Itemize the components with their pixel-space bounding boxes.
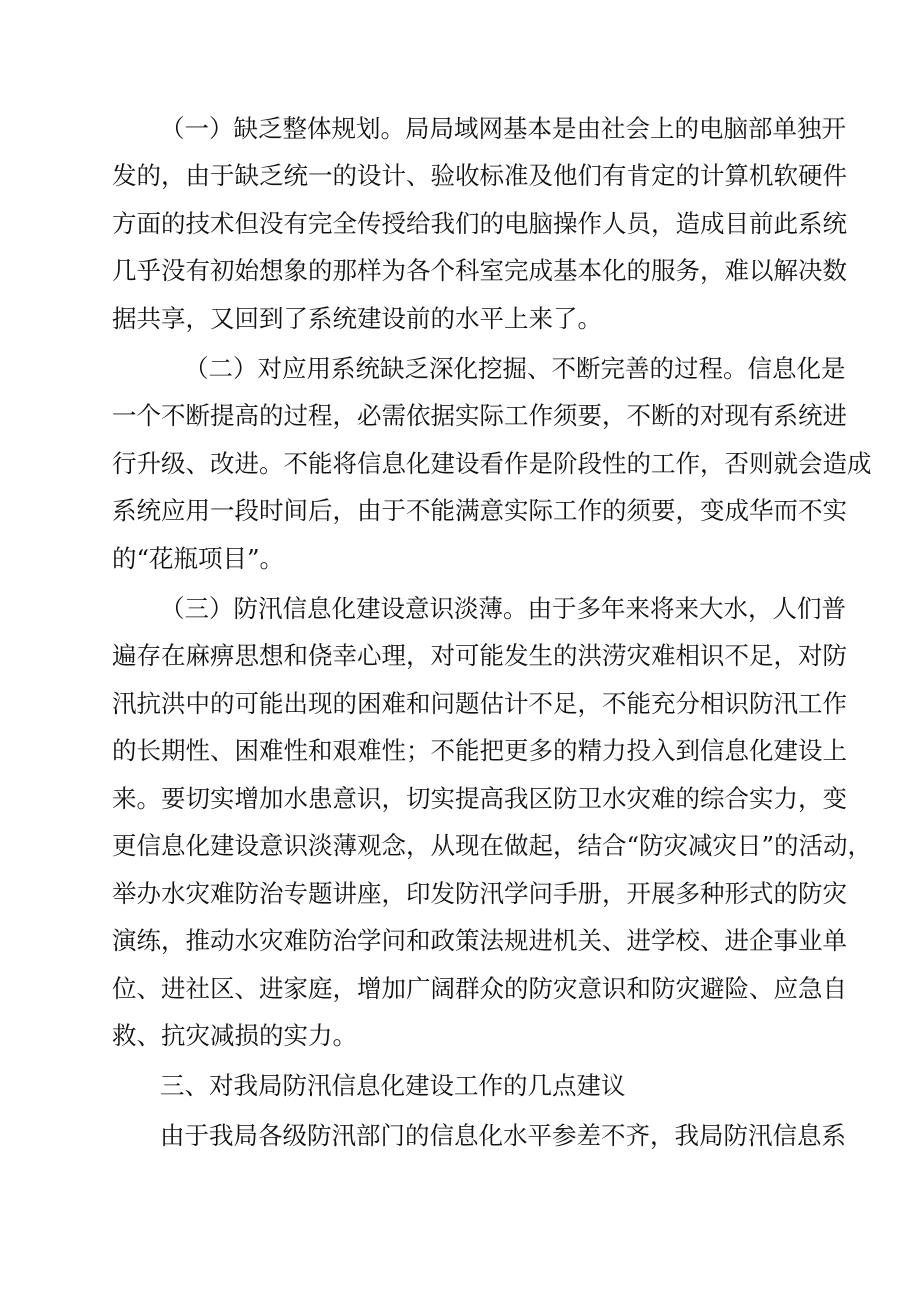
paragraph-3-line-2: 遍存在麻痹思想和侥幸心理，对可能发生的洪涝灾难相识不足，对防 xyxy=(112,641,847,670)
section-heading-3: 三、对我局防汛信息化建设工作的几点建议 xyxy=(160,1071,626,1100)
paragraph-3-line-5: 来。要切实增加水患意识，切实提高我区防卫水灾难的综合实力，变 xyxy=(112,784,847,813)
paragraph-1-line-2: 发的，由于缺乏统一的设计、验收标准及他们有肯定的计算机软硬件 xyxy=(112,161,847,190)
paragraph-1-line-4: 几乎没有初始想象的那样为各个科室完成基本化的服务，难以解决数 xyxy=(112,256,847,285)
paragraph-2-line-4: 系统应用一段时间后，由于不能满意实际工作的须要，变成华而不实 xyxy=(112,496,847,525)
paragraph-4-line-1: 由于我局各级防汛部门的信息化水平参差不齐，我局防汛信息系 xyxy=(160,1121,846,1150)
paragraph-2-line-5: 的“花瓶项目”。 xyxy=(112,544,285,573)
paragraph-2-line-2: 一个不断提高的过程，必需依据实际工作须要，不断的对现有系统进 xyxy=(112,401,847,430)
paragraph-1-line-1: （一）缺乏整体规划。局局域网基本是由社会上的电脑部单独开 xyxy=(160,114,846,143)
paragraph-3-line-7: 举办水灾难防治专题讲座，印发防汛学问手册，开展多种形式的防灾 xyxy=(112,879,847,908)
paragraph-3-line-1: （三）防汛信息化建设意识淡薄。由于多年来将来大水，人们普 xyxy=(160,594,846,623)
paragraph-3-line-8: 演练，推动水灾难防治学问和政策法规进机关、进学校、进企事业单 xyxy=(112,926,847,955)
paragraph-3-line-4: 的长期性、困难性和艰难性；不能把更多的精力投入到信息化建设上 xyxy=(112,736,847,765)
paragraph-2-line-3: 行升级、改进。不能将信息化建设看作是阶段性的工作，否则就会造成 xyxy=(112,449,872,478)
paragraph-1-line-5: 据共享，又回到了系统建设前的水平上来了。 xyxy=(112,304,602,333)
paragraph-3-line-3: 汛抗洪中的可能出现的困难和问题估计不足，不能充分相识防汛工作 xyxy=(112,689,847,718)
paragraph-3-line-6: 更信息化建设意识淡薄观念，从现在做起，结合“防灾减灾日”的活动， xyxy=(112,831,873,860)
paragraph-2-line-1: （二）对应用系统缺乏深化挖掘、不断完善的过程。信息化是 xyxy=(184,354,846,383)
paragraph-3-line-10: 救、抗灾减损的实力。 xyxy=(112,1021,357,1050)
paragraph-3-line-9: 位、进社区、进家庭，增加广阔群众的防灾意识和防灾避险、应急自 xyxy=(112,974,847,1003)
paragraph-1-line-3: 方面的技术但没有完全传授给我们的电脑操作人员，造成目前此系统 xyxy=(112,209,847,238)
